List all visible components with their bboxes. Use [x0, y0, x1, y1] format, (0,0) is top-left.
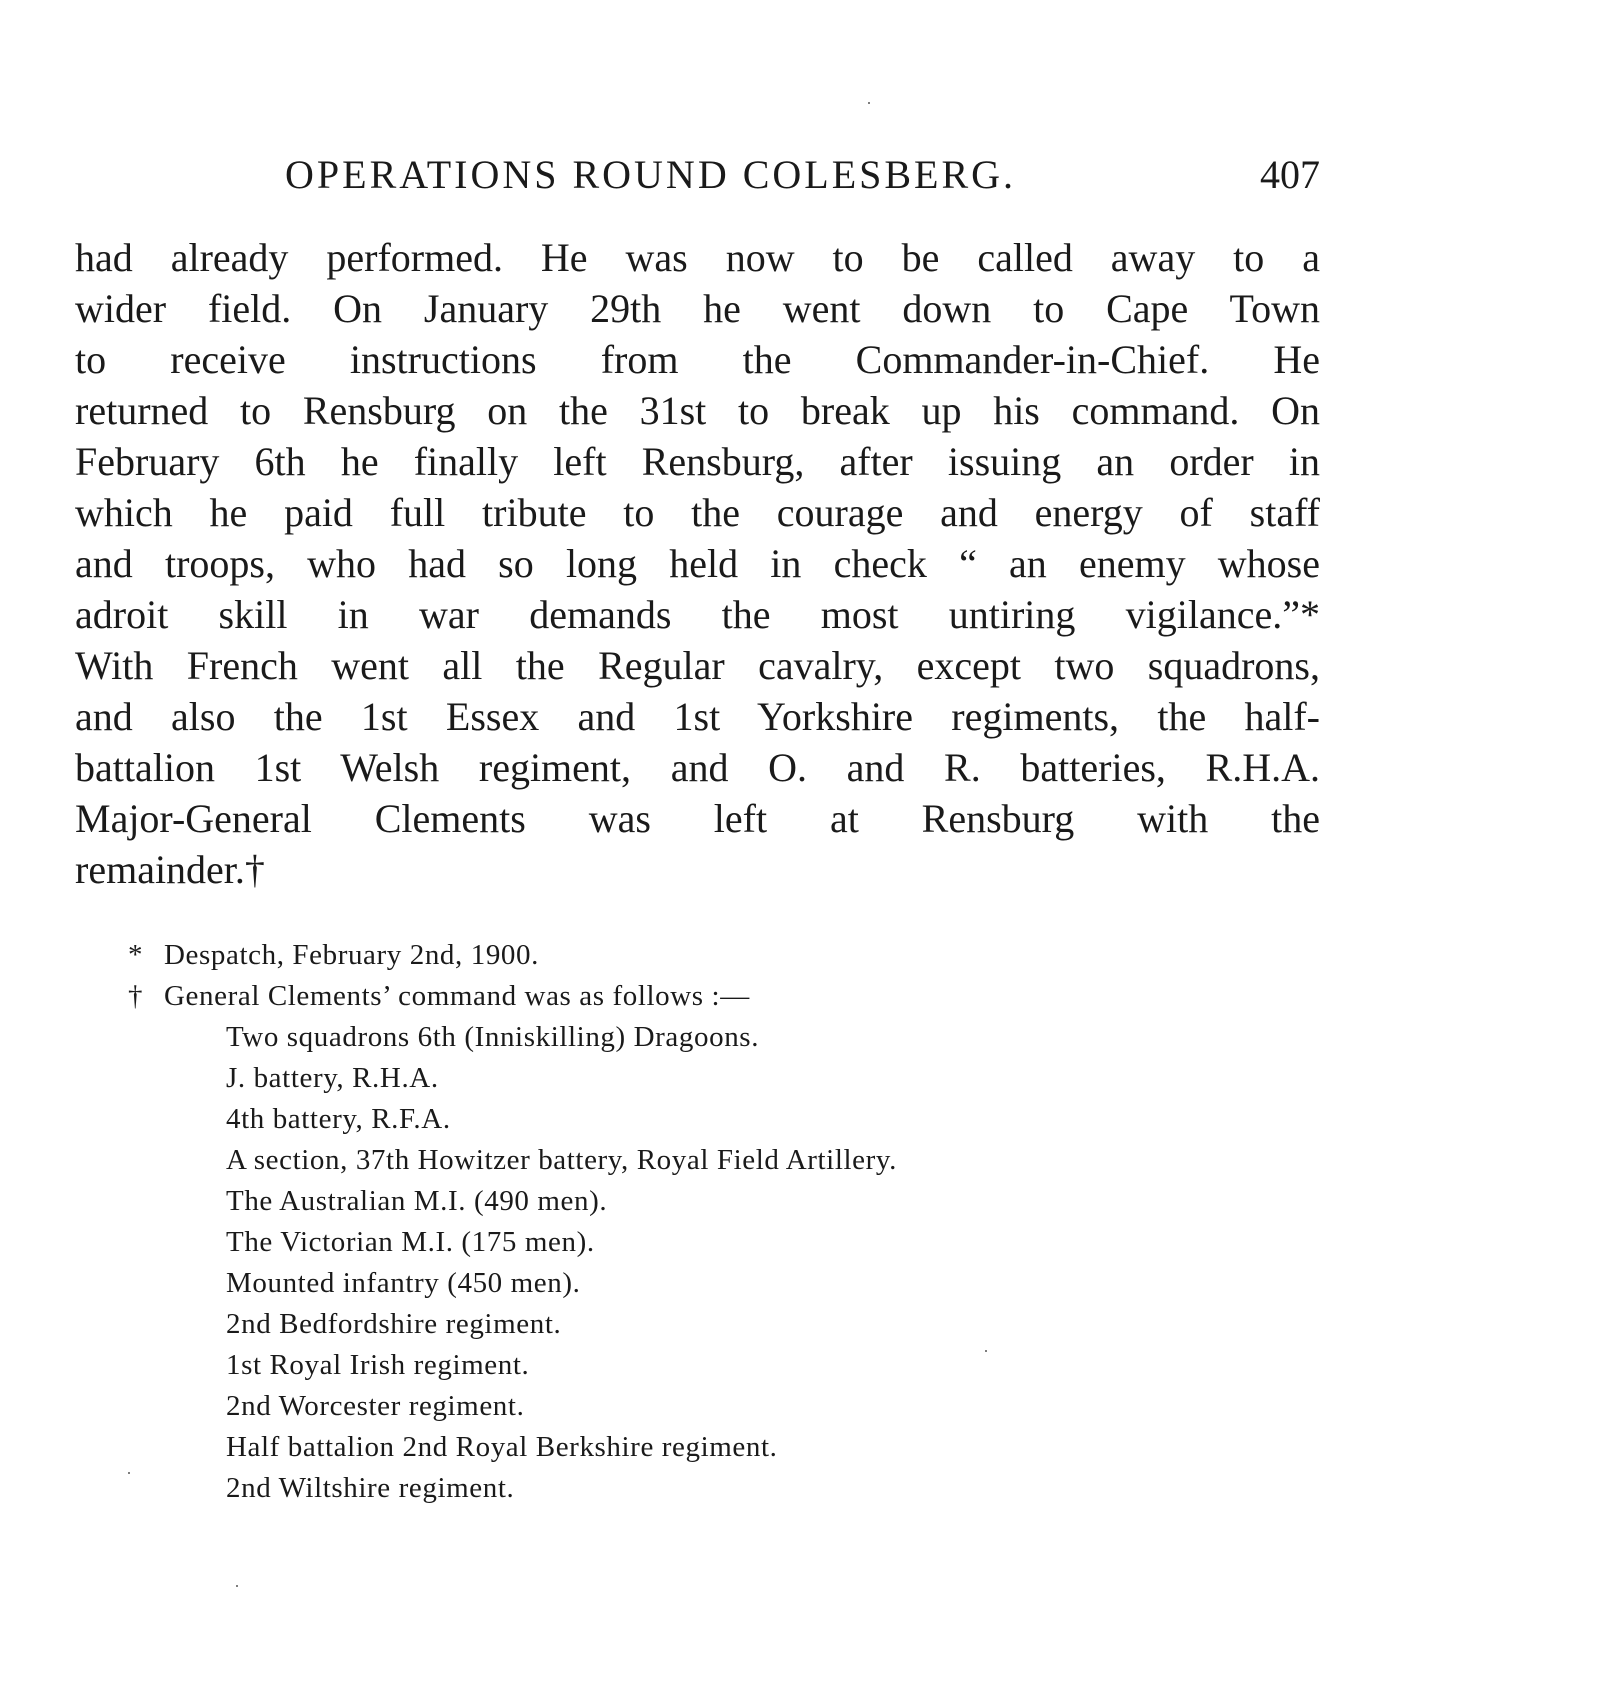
text-line: With French went all the Regular cavalry, except two squadrons, [75, 643, 1320, 688]
list-item: Half battalion 2nd Royal Berkshire regiment. [226, 1431, 778, 1463]
page-number: 407 [1260, 152, 1320, 197]
list-item: Two squadrons 6th (Inniskilling) Dragoons. [226, 1021, 760, 1053]
list-item: The Australian M.I. (490 men). [226, 1185, 608, 1217]
list-item: 2nd Wiltshire regiment. [226, 1472, 515, 1504]
list-item: Mounted infantry (450 men). [226, 1267, 581, 1299]
list-item: 1st Royal Irish regiment. [226, 1349, 530, 1381]
list-item: The Victorian M.I. (175 men). [226, 1226, 595, 1258]
footnotes [128, 935, 1128, 1509]
footnote-text: General Clements’ command was as follows :— [164, 980, 750, 1012]
text-line: Major-General Clements was left at Rensburg with the [75, 796, 1320, 841]
footnote-command [128, 976, 1128, 1017]
list-item: 2nd Bedfordshire regiment. [226, 1308, 562, 1340]
text-line: returned to Rensburg on the 31st to break up his command. On [75, 388, 1320, 433]
list-item: A section, 37th Howitzer battery, Royal Field Artillery. [226, 1144, 897, 1176]
running-title: OPERATIONS ROUND COLESBERG. [285, 152, 1017, 197]
paper-speck [236, 1585, 238, 1587]
text-line: February 6th he finally left Rensburg, after issuing an order in [75, 439, 1320, 484]
text-line: and troops, who had so long held in check “ an enemy whose [75, 541, 1320, 586]
paper-speck [868, 102, 870, 104]
text-line: wider field. On January 29th he went down to Cape Town [75, 286, 1320, 331]
text-line: to receive instructions from the Commander-in-Chief. He [75, 337, 1320, 382]
text-line: which he paid full tribute to the courage and energy of staff [75, 490, 1320, 535]
footnote-mark: † [128, 980, 144, 1012]
text-line: had already performed. He was now to be called away to a [75, 235, 1320, 280]
text-line: adroit skill in war demands the most untiring vigilance.”* [75, 592, 1320, 637]
text-line: remainder.† [75, 847, 265, 892]
body-paragraph [75, 232, 1320, 895]
list-item: 4th battery, R.F.A. [226, 1103, 451, 1135]
paper-speck [128, 1472, 130, 1474]
running-head [285, 150, 1320, 200]
footnote-mark: * [128, 939, 144, 971]
paper-speck [985, 1350, 987, 1352]
text-line: and also the 1st Essex and 1st Yorkshire regiments, the half- [75, 694, 1320, 739]
footnote-text: Despatch, February 2nd, 1900. [164, 939, 539, 971]
footnote-despatch [128, 935, 1128, 976]
list-item: J. battery, R.H.A. [226, 1062, 439, 1094]
command-list [226, 1017, 1128, 1509]
text-line: battalion 1st Welsh regiment, and O. and R. batteries, R.H.A. [75, 745, 1320, 790]
list-item: 2nd Worcester regiment. [226, 1390, 525, 1422]
